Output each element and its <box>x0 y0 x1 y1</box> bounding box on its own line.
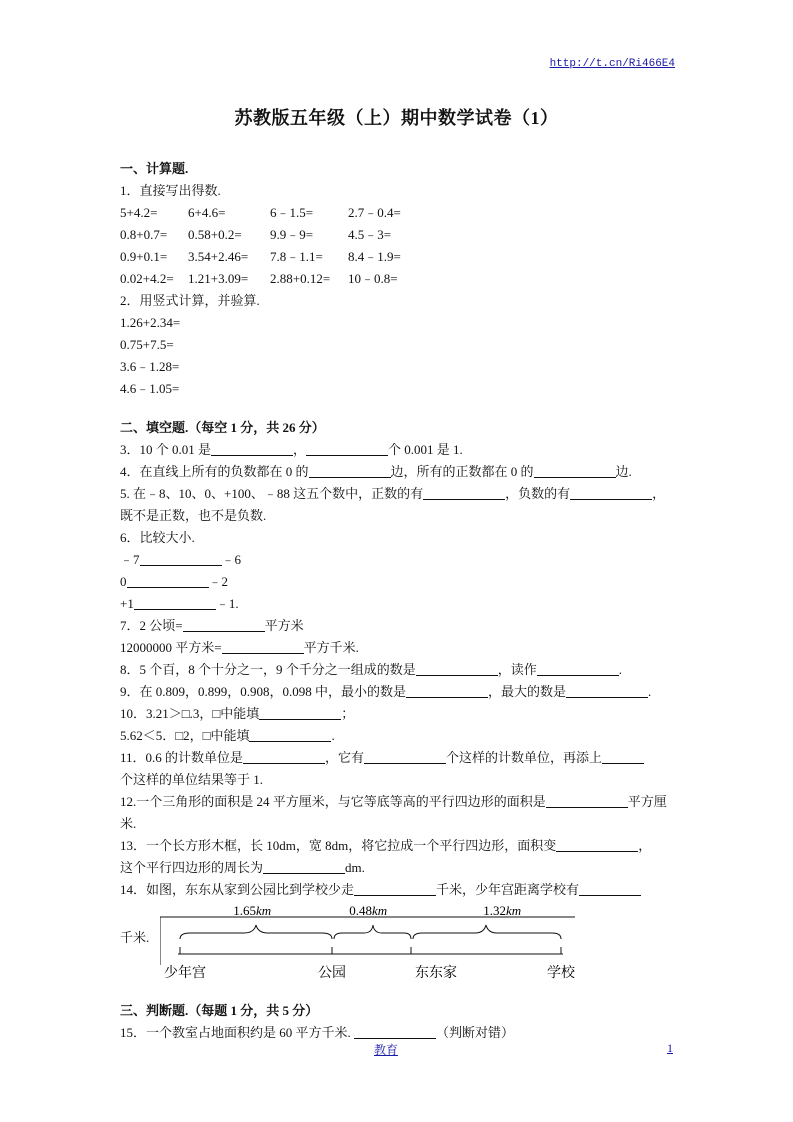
math-item: 2.88+0.12= <box>270 271 331 286</box>
question-9: 9．在 0.809，0.899，0.908，0.098 中，最小的数是 ，最大的数是 . <box>120 684 652 699</box>
question-10-cont: 5.62＜5．□2，□中能填 . <box>120 728 335 743</box>
math-item: 0.58+0.2= <box>188 227 242 242</box>
distance-label-3: 1.32 <box>483 903 506 918</box>
section-fill-blank: 二、填空题.（每空 1 分，共 26 分） <box>120 420 325 435</box>
question-13: 13．一个长方形木框，长 10dm，宽 8dm，将它拉成一个平行四边形，面积变 ， <box>120 838 652 853</box>
brace-1 <box>180 925 332 939</box>
math-item: 0.8+0.7= <box>120 227 168 242</box>
vertical-calc-item: 4.6﹣1.05= <box>120 381 180 396</box>
answer-blank[interactable] <box>406 683 488 698</box>
question-11: 11．0.6 的计数单位是 ，它有 个这样的计数单位，再添上 <box>120 747 675 769</box>
math-item: 4.5﹣3= <box>348 227 392 242</box>
number-line-diagram <box>160 901 580 983</box>
question-7: 7．2 公顷= 平方米 <box>120 618 304 633</box>
answer-blank[interactable] <box>127 573 209 588</box>
answer-blank[interactable] <box>211 441 293 456</box>
distance-label-1: 1.65 <box>233 903 256 918</box>
place-label: 少年宫 <box>164 965 206 981</box>
compare-row: +1 ﹣1. <box>120 596 239 611</box>
answer-blank[interactable] <box>416 661 498 676</box>
page-number: 1 <box>667 1041 673 1055</box>
answer-blank[interactable] <box>249 727 331 742</box>
exam-content <box>120 158 675 1044</box>
answer-blank[interactable] <box>259 705 341 720</box>
question-5: 5. 在﹣8、10、0、+100、﹣88 这五个数中，正数的有 ，负数的有 ， <box>120 486 666 501</box>
brace-3 <box>413 925 561 939</box>
math-item: 10﹣0.8= <box>348 271 398 286</box>
section-true-false: 三、判断题.（每题 1 分，共 5 分） <box>120 1003 319 1018</box>
answer-blank[interactable] <box>183 617 265 632</box>
answer-blank[interactable] <box>354 881 436 896</box>
question-3: 3．10 个 0.01 是 ， 个 0.001 是 1. <box>120 442 463 457</box>
math-item: 9.9﹣9= <box>270 227 314 242</box>
compare-row: ﹣7 ﹣6 <box>120 552 242 567</box>
question-10: 10．3.21＞□.3，□中能填 ； <box>120 706 355 721</box>
place-label: 东东家 <box>415 965 457 981</box>
answer-blank[interactable] <box>556 837 638 852</box>
unit-label-2: km <box>372 903 388 918</box>
question-4: 4．在直线上所有的负数都在 0 的 边，所有的正数都在 0 的 边. <box>120 464 632 479</box>
answer-blank[interactable] <box>423 485 505 500</box>
question-1-label: 1．直接写出得数. <box>120 183 221 198</box>
math-item: 5+4.2= <box>120 205 158 220</box>
vertical-calc-item: 1.26+2.34= <box>120 315 181 330</box>
math-item: 1.21+3.09= <box>188 271 249 286</box>
answer-blank[interactable] <box>579 881 641 896</box>
answer-blank[interactable] <box>602 749 644 764</box>
answer-blank[interactable] <box>537 661 619 676</box>
footer-link[interactable]: 教育 <box>374 1043 399 1057</box>
question-7-cont: 12000000 平方米= 平方千米. <box>120 640 359 655</box>
answer-blank[interactable] <box>534 463 616 478</box>
math-item: 6﹣1.5= <box>270 205 314 220</box>
unit-label-1: km <box>256 903 272 918</box>
section-calculation: 一、计算题. <box>120 161 189 176</box>
answer-blank[interactable] <box>570 485 652 500</box>
place-label: 学校 <box>547 965 575 981</box>
place-label: 公园 <box>318 965 346 981</box>
question-15: 15．一个教室占地面积约是 60 平方千米. （判断对错） <box>120 1025 515 1040</box>
answer-blank[interactable] <box>309 463 391 478</box>
math-item: 6+4.6= <box>188 205 226 220</box>
figure-caption: 千米. <box>120 930 150 945</box>
math-item: 0.02+4.2= <box>120 271 174 286</box>
question-5-cont: 既不是正数，也不是负数. <box>120 508 267 523</box>
answer-blank[interactable] <box>546 793 628 808</box>
question-8: 8．5 个百，8 个十分之一，9 个千分之一组成的数是 ，读作 . <box>120 662 623 677</box>
math-item: 2.7﹣0.4= <box>348 205 401 220</box>
distance-label-2: 0.48 <box>349 903 372 918</box>
answer-blank[interactable] <box>306 441 388 456</box>
distance-figure <box>120 901 675 983</box>
question-11-cont: 个这样的单位结果等于 1. <box>120 772 264 787</box>
question-6-label: 6．比较大小. <box>120 530 195 545</box>
answer-blank[interactable] <box>566 683 648 698</box>
math-item: 0.9+0.1= <box>120 249 168 264</box>
answer-blank[interactable] <box>263 859 345 874</box>
brace-2 <box>334 925 411 939</box>
answer-blank[interactable] <box>222 639 304 654</box>
answer-blank[interactable] <box>243 749 325 764</box>
page-title: 苏教版五年级（上）期中数学试卷（1） <box>234 108 559 128</box>
question-12: 12.一个三角形的面积是 24 平方厘米，与它等底等高的平行四边形的面积是 平方厘米. <box>120 794 667 831</box>
header-link[interactable]: http://t.cn/Ri466E4 <box>549 58 675 70</box>
unit-label-3: km <box>506 903 522 918</box>
math-item: 7.8﹣1.1= <box>270 249 323 264</box>
answer-blank[interactable] <box>140 551 222 566</box>
question-14: 14．如图，东东从家到公园比到学校少走 千米，少年宫距离学校有 <box>120 879 675 901</box>
answer-blank[interactable] <box>354 1024 436 1039</box>
question-2-label: 2．用竖式计算，并验算. <box>120 293 260 308</box>
question-13-cont: 这个平行四边形的周长为 dm. <box>120 860 365 875</box>
compare-row: 0 ﹣2 <box>120 574 229 589</box>
mental-math-grid <box>120 202 675 290</box>
vertical-calc-item: 0.75+7.5= <box>120 337 174 352</box>
answer-blank[interactable] <box>134 595 216 610</box>
answer-blank[interactable] <box>364 749 446 764</box>
math-item: 3.54+2.46= <box>188 249 249 264</box>
vertical-calc-item: 3.6﹣1.28= <box>120 359 180 374</box>
math-item: 8.4﹣1.9= <box>348 249 401 264</box>
